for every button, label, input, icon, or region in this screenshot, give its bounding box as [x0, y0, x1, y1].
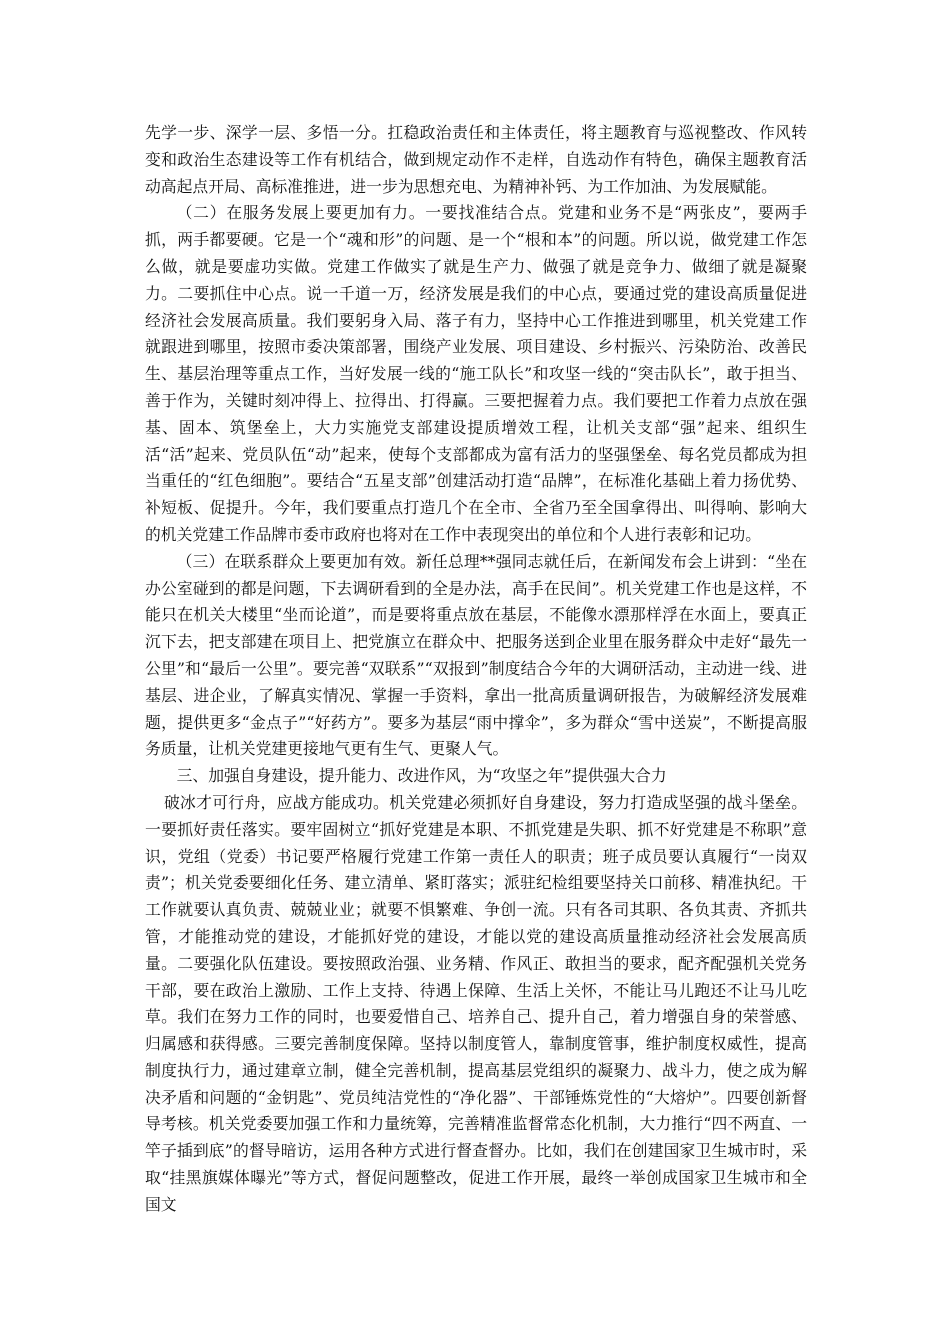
document-page [145, 120, 807, 1219]
paragraph-continued: 先学一步、深学一层、多悟一分。扛稳政治责任和主体责任，将主题教育与巡视整改、作风转变和政治生态建设等工作有机结合，做到规定动作不走样，自选动作有特色，确保主题教育活动高起点开局、高标准推进，进一步为思想充电、为精神补钙、为工作加油、为发展赋能。 [145, 123, 807, 196]
paragraph-contact-masses: （三）在联系群众上要更加有效。新任总理**强同志就任后，在新闻发布会上讲到：“坐在办公室碰到的都是问题，下去调研看到的全是办法，高手在民间”。机关党建工作也是这样，不能只在机关大楼里“坐而论道”，而是要将重点放在基层，不能像水漂那样浮在水面上，要真正沉下去，把支部建在项目上、把党旗立在群众中、把服务送到企业里在服务群众中走好“最先一公里”和“最后一公里”。要完善“双联系”“双报到”制度结合今年的大调研活动，主动进一线、进基层、进企业，了解真实情况、掌握一手资料，拿出一批高质量调研报告，为破解经济发展难题，提供更多“金点子”“好药方”。要多为基层“雨中撑伞”，多为群众“雪中送炭”，不断提高服务质量，让机关党建更接地气更有生气、更聚人气。 [145, 551, 807, 759]
paragraph-serve-development: （二）在服务发展上要更加有力。一要找准结合点。党建和业务不是“两张皮”，要两手抓，两手都要硬。它是一个“魂和形”的问题、是一个“根和本”的问题。所以说，做党建工作怎么做，就是要虚功实做。党建工作做实了就是生产力、做强了就是竞争力、做细了就是凝聚力。二要抓住中心点。说一千道一万，经济发展是我们的中心点，要通过党的建设高质量促进经济社会发展高质量。我们要躬身入局、落子有力，坚持中心工作推进到哪里，机关党建工作就跟进到哪里，按照市委决策部署，围绕产业发展、项目建设、乡村振兴、污染防治、改善民生、基层治理等重点工作，当好发展一线的“施工队长”和攻坚一线的“突击队长”，敢于担当、善于作为，关键时刻冲得上、拉得出、打得赢。三要把握着力点。我们要把工作着力点放在强基、固本、筑堡垒上，大力实施党支部建设提质增效工程，让机关支部“强”起来、组织生活“活”起来、党员队伍“动”起来，使每个支部都成为富有活力的坚强堡垒、每名党员都成为担当重任的“红色细胞”。要结合“五星支部”创建活动打造“品牌”，在标准化基础上着力扬优势、补短板、促提升。今年，我们要重点打造几个在全市、全省乃至全国拿得出、叫得响、影响大的机关党建工作品牌市委市政府也将对在工作中表现突出的单位和个人进行表彰和记功。 [145, 203, 807, 544]
section-heading-3: 三、加强自身建设，提升能力、改进作风，为“攻坚之年”提供强大合力 [176, 766, 667, 786]
paragraph-self-building: 破冰才可行舟，应战方能成功。机关党建必须抓好自身建设，努力打造成坚强的战斗堡垒。一要抓好责任落实。要牢固树立“抓好党建是本职、不抓党建是失职、抓不好党建是不称职”意识，党组（党委）书记要严格履行党建工作第一责任人的职责；班子成员要认真履行“一岗双责”；机关党委要细化任务、建立清单、紧盯落实；派驻纪检组要坚持关口前移、精准执纪。干工作就要认真负责、兢兢业业；就要不惧繁难、争创一流。只有各司其职、各负其责、齐抓共管，才能推动党的建设，才能抓好党的建设，才能以党的建设高质量推动经济社会发展高质量。二要强化队伍建设。要按照政治强、业务精、作风正、敢担当的要求，配齐配强机关党务干部，要在政治上激励、工作上支持、待遇上保障、生活上关怀，不能让马儿跑还不让马儿吃草。我们在努力工作的同时，也要爱惜自己、培养自己、提升自己，着力增强自身的荣誉感、归属感和获得感。三要完善制度保障。坚持以制度管人，靠制度管事，维护制度权威性，提高制度执行力，通过建章立制，健全完善机制，提高基层党组织的凝聚力、战斗力，使之成为解决矛盾和问题的“金钥匙”、党员纯洁党性的“净化器”、干部锤炼党性的“大熔炉”。四要创新督导考核。机关党委要加强工作和力量统筹，完善精准监督常态化机制，大力推行“四不两直、一竿子插到底”的督导暗访，运用各种方式进行督查督办。比如，我们在创建国家卫生城市时，采取“挂黑旗媒体曝光”等方式，督促问题整改，促进工作开展，最终一举创成国家卫生城市和全国文 [145, 792, 807, 1214]
